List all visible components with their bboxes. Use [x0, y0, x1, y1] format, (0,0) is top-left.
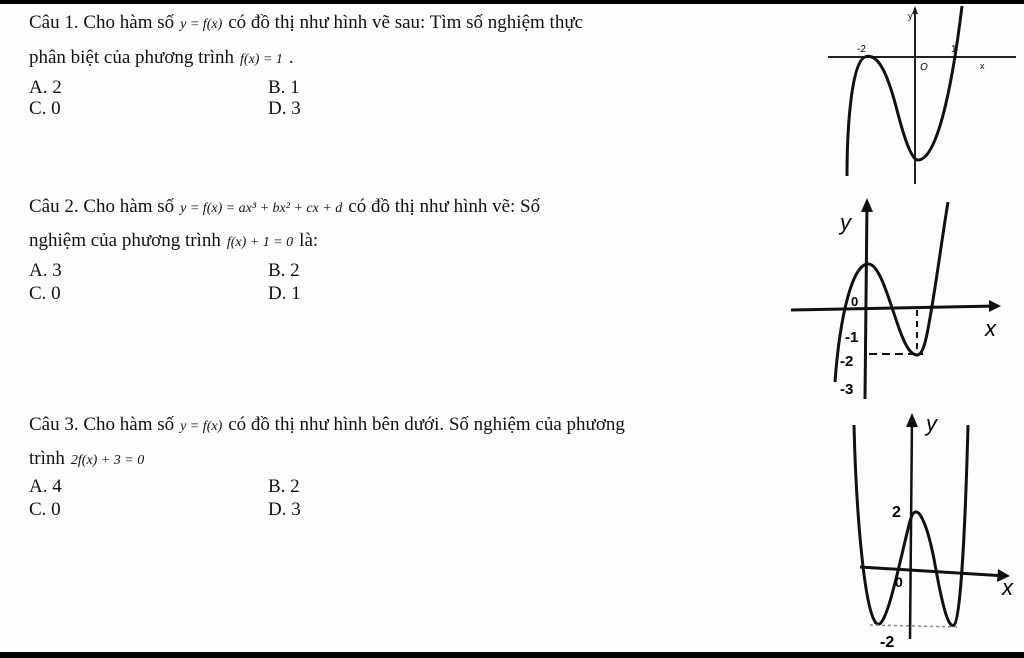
question-2-y-arrow: [861, 198, 873, 212]
question-2-option-a[interactable]: A. 3: [29, 260, 62, 281]
question-1-function: y = f(x): [180, 17, 223, 32]
question-3-graph: [830, 399, 1024, 652]
question-1-line-1: [29, 12, 583, 36]
question-2-label-minus2: -2: [840, 353, 854, 370]
question-3-label-0: 0: [895, 574, 903, 590]
question-3-line-1: [29, 414, 625, 438]
question-2-equation: f(x) + 1 = 0: [226, 235, 294, 250]
question-2-y-axis: [865, 202, 867, 399]
question-3-x-label: x: [1002, 575, 1013, 600]
question-3-option-b[interactable]: B. 2: [268, 476, 300, 497]
question-2-graph: [785, 194, 1015, 404]
question-1-stem-cont: có đồ thị như hình vẽ sau: Tìm số nghiệm thực: [228, 12, 584, 33]
question-1-option-a[interactable]: A. 2: [29, 77, 62, 98]
question-2-stem-cont: có đồ thị như hình vẽ: Số: [348, 196, 541, 217]
question-1-stem: Câu 1. Cho hàm số: [29, 12, 175, 33]
question-1-graph: [820, 4, 1020, 189]
question-2-y-label: y: [840, 210, 851, 235]
question-2-line-2: [29, 230, 318, 254]
question-3-y-axis: [910, 419, 912, 639]
question-3-equation: 2f(x) + 3 = 0: [70, 453, 145, 468]
worksheet-page: [0, 4, 1024, 652]
question-3-y-arrow: [906, 413, 918, 427]
question-2-option-c[interactable]: C. 0: [29, 283, 61, 304]
question-2-option-d[interactable]: D. 1: [268, 283, 301, 304]
question-3-min-dash: [870, 625, 960, 627]
question-1-curve: [847, 6, 962, 176]
question-1-stem-2: phân biệt của phương trình: [29, 47, 235, 68]
question-3-option-d[interactable]: D. 3: [268, 499, 301, 520]
question-1-label-1: 1: [951, 44, 957, 55]
question-3-option-a[interactable]: A. 4: [29, 476, 62, 497]
question-2-stem-2: nghiệm của phương trình: [29, 230, 221, 251]
question-3-y-label: y: [926, 411, 937, 436]
question-2-label-minus3: -3: [840, 381, 854, 398]
question-1-option-d[interactable]: D. 3: [268, 98, 301, 119]
question-2-stem-end: là:: [299, 230, 319, 251]
question-2-stem: Câu 2. Cho hàm số: [29, 196, 175, 217]
question-2-option-b[interactable]: B. 2: [268, 260, 300, 281]
question-3-function: y = f(x): [180, 419, 223, 434]
question-1-stem-end: .: [288, 47, 294, 68]
question-1-option-c[interactable]: C. 0: [29, 98, 61, 119]
question-1-option-b[interactable]: B. 1: [268, 77, 300, 98]
question-2-line-1: [29, 196, 540, 220]
question-3-label-minus2: -2: [880, 634, 895, 651]
question-2-label-0: 0: [851, 294, 859, 309]
question-1-line-2: [29, 47, 294, 71]
question-1-label-minus2: -2: [857, 44, 866, 55]
question-1-equation: f(x) = 1: [240, 52, 283, 67]
question-3-stem-cont: có đồ thị như hình bên dưới. Số nghiệm của phương: [228, 414, 625, 435]
question-3-label-2: 2: [892, 504, 901, 521]
question-1-y-arrow: [912, 6, 918, 14]
question-3-stem-2: trình: [29, 448, 65, 469]
question-1-x-label: x: [980, 61, 985, 71]
question-1-label-origin: O: [920, 62, 928, 73]
question-1-y-label: y: [908, 11, 913, 21]
question-3-line-2: [29, 448, 150, 472]
question-2-x-label: x: [985, 316, 996, 341]
question-3-option-c[interactable]: C. 0: [29, 499, 61, 520]
question-2-x-arrow: [989, 300, 1001, 312]
question-2-label-minus1: -1: [845, 329, 859, 346]
question-3-x-axis: [860, 567, 1006, 576]
question-3-stem: Câu 3. Cho hàm số: [29, 414, 175, 435]
question-2-function: y = f(x) = ax³ + bx² + cx + d: [180, 201, 343, 216]
